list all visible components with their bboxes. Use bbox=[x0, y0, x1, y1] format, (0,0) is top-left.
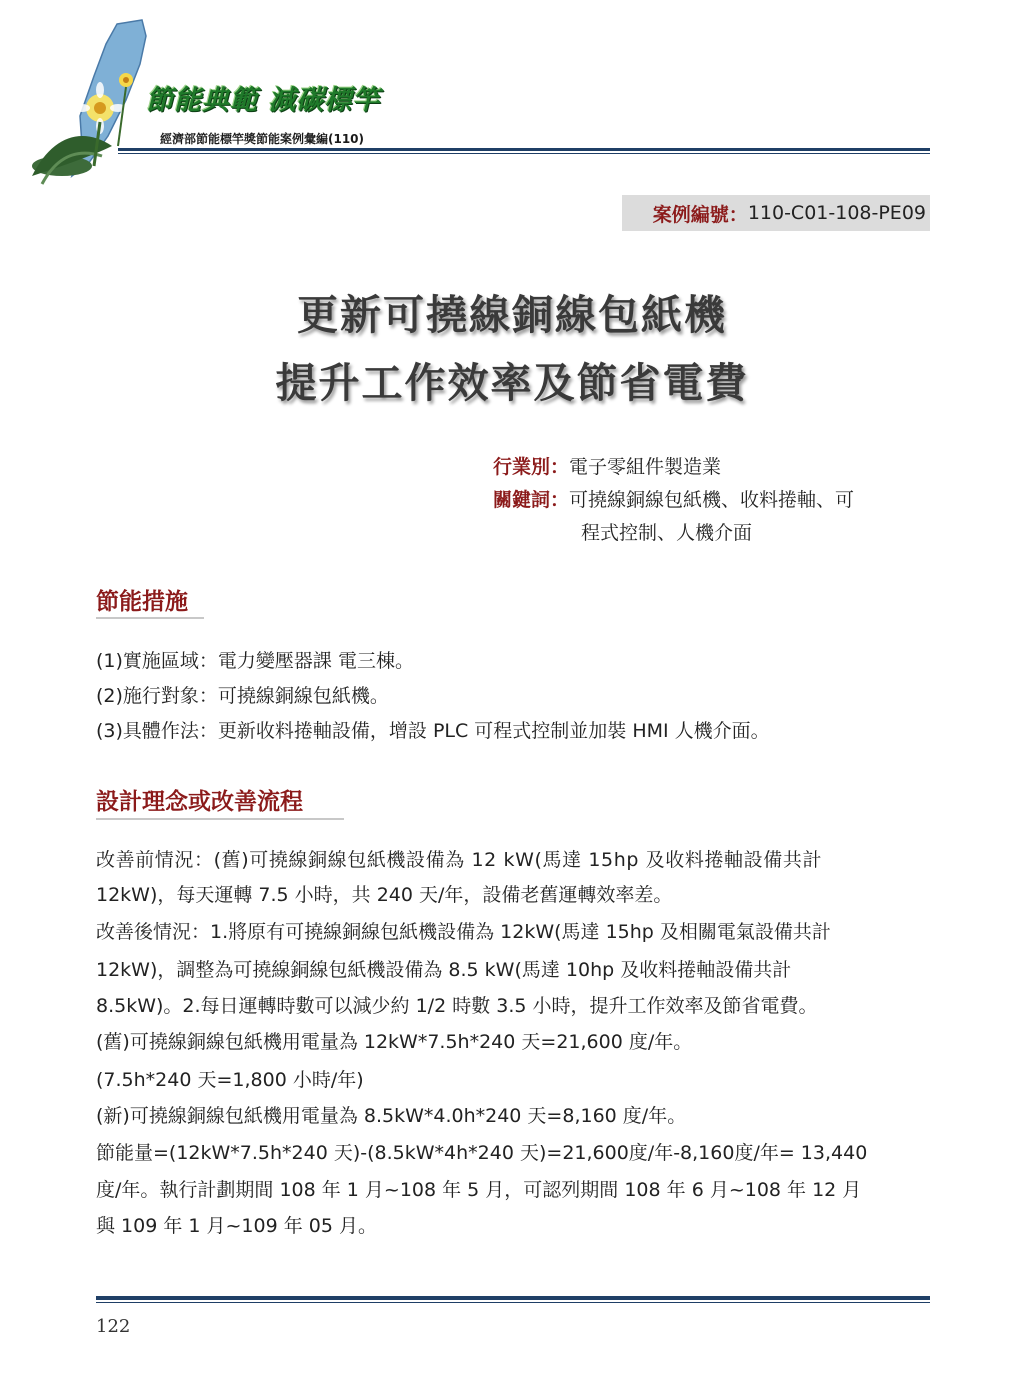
body-line: 節能量=(12kW*7.5h*240 天)-(8.5kW*4h*240 天)=21,600度/年-8,160度/年= 13,440 bbox=[96, 1142, 868, 1164]
case-number-value: 110-C01-108-PE09 bbox=[747, 202, 926, 224]
keywords-label: 關鍵詞： bbox=[493, 489, 570, 511]
industry-row bbox=[493, 452, 721, 479]
measure-item: (1)實施區域：電力變壓器課 電三棟。 bbox=[96, 650, 414, 672]
industry-value: 電子零組件製造業 bbox=[569, 456, 722, 478]
section-underline bbox=[96, 617, 204, 619]
body-line: (舊)可撓線銅線包紙機用電量為 12kW*7.5h*240 天=21,600 度/年。 bbox=[96, 1031, 693, 1053]
industry-label: 行業別： bbox=[493, 456, 570, 478]
keywords-row bbox=[493, 485, 854, 512]
brand-title: 節能典範 減碳標竿 bbox=[146, 85, 381, 116]
header-rule-thin bbox=[118, 153, 930, 154]
body-line: 與 109 年 1 月~109 年 05 月。 bbox=[96, 1215, 377, 1237]
publication-subtitle: 經濟部節能標竿獎節能案例彙編(110) bbox=[160, 132, 365, 146]
section-title-measures: 節能措施 bbox=[96, 589, 188, 615]
body-line: 改善前情況：(舊)可撓線銅線包紙機設備為 12 kW(馬達 15hp 及收料捲軸設備共計 bbox=[96, 849, 823, 871]
body-line: (7.5h*240 天=1,800 小時/年) bbox=[96, 1069, 364, 1091]
body-line: 12kW)，每天運轉 7.5 小時，共 240 天/年，設備老舊運轉效率差。 bbox=[96, 884, 673, 906]
footer-rule-thin bbox=[96, 1302, 930, 1303]
page-title-line-2: 提升工作效率及節省電費 bbox=[275, 359, 749, 407]
body-line: 8.5kW)。2.每日運轉時數可以減少約 1/2 時數 3.5 小時，提升工作效率及節省電費。 bbox=[96, 995, 818, 1017]
body-line: 12kW)，調整為可撓線銅線包紙機設備為 8.5 kW(馬達 10hp 及收料捲軸設備共計 bbox=[96, 959, 792, 981]
header-rule bbox=[118, 148, 930, 151]
page-number: 122 bbox=[96, 1316, 131, 1337]
body-line: (新)可撓線銅線包紙機用電量為 8.5kW*4.0h*240 天=8,160 度/年。 bbox=[96, 1105, 687, 1127]
footer-rule bbox=[96, 1296, 930, 1300]
case-number-label: 案例編號： bbox=[652, 203, 748, 226]
measure-item: (2)施行對象：可撓線銅線包紙機。 bbox=[96, 685, 389, 707]
page-title-line-1: 更新可撓線銅線包紙機 bbox=[297, 291, 727, 339]
section-underline bbox=[96, 818, 344, 820]
body-line: 度/年。執行計劃期間 108 年 1 月~108 年 5 月，可認列期間 108 年 6 月~108 年 12 月 bbox=[96, 1179, 862, 1201]
case-number-box bbox=[622, 195, 930, 231]
keywords-value: 可撓線銅線包紙機、收料捲軸、可 bbox=[569, 489, 855, 511]
body-line: 改善後情況：1.將原有可撓線銅線包紙機設備為 12kW(馬達 15hp 及相關電氣設備共計 bbox=[96, 921, 831, 943]
section-title-design: 設計理念或改善流程 bbox=[96, 789, 303, 815]
keywords-value-continued: 程式控制、人機介面 bbox=[581, 522, 753, 544]
measure-item: (3)具體作法：更新收料捲軸設備，增設 PLC 可程式控制並加裝 HMI 人機介面。 bbox=[96, 720, 770, 742]
